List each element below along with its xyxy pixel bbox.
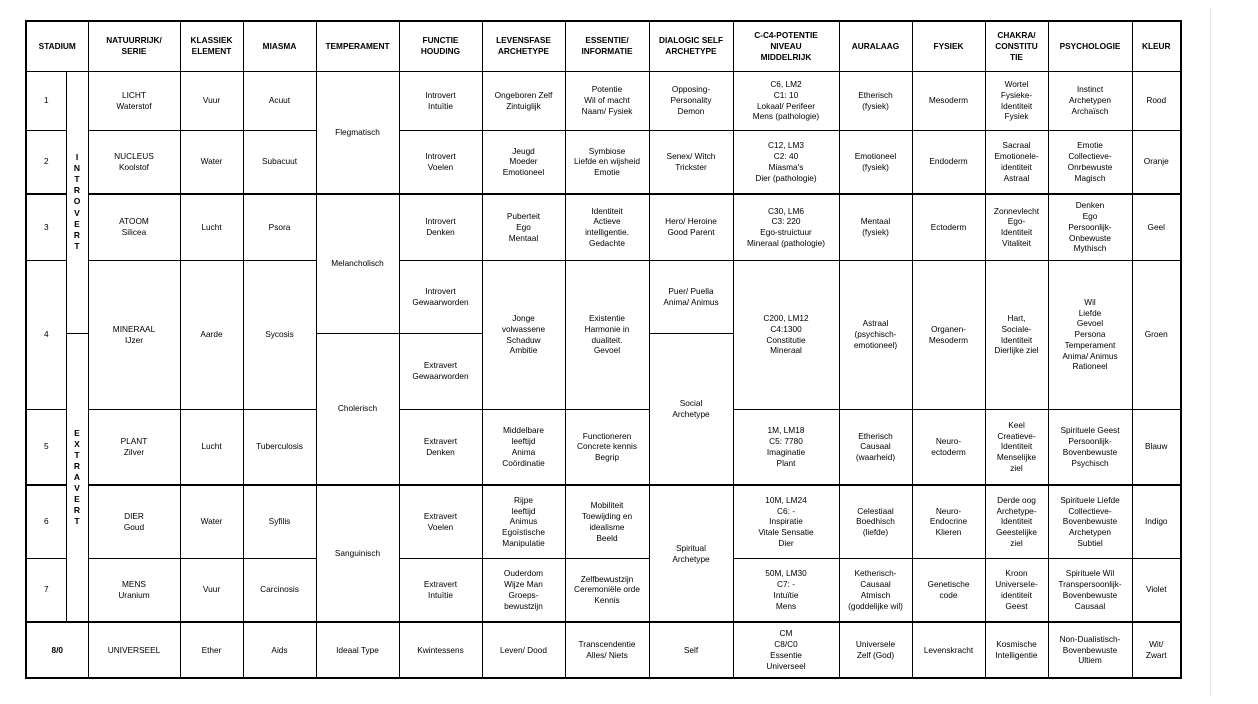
levensfase-cell: Ouderdom Wijze Man Groeps- bewustzijn — [482, 558, 565, 622]
natuurrijk-cell: ATOOM Silicea — [88, 194, 180, 260]
introvert-side-cell — [66, 71, 88, 333]
functie-cell: Extravert Gewaarworden — [399, 333, 482, 409]
extravert-label: E X T R A V E R T — [73, 427, 81, 526]
stadium-cell: 4 — [26, 260, 66, 409]
element-cell: Water — [180, 485, 243, 558]
table-row — [26, 558, 1181, 622]
header-potentie: C-C4-POTENTIE NIVEAU MIDDELRIJK — [733, 21, 839, 71]
header-miasma: MIASMA — [243, 21, 316, 71]
functie-cell: Introvert Intuïtie — [399, 71, 482, 130]
temperament-flegmatisch: Flegmatisch — [316, 71, 399, 194]
levensfase-cell: Rijpe leeftijd Animus Egoïstische Manipulatie — [482, 485, 565, 558]
dialogic-cell: Self — [649, 622, 733, 678]
auralaag-cell: Universele Zelf (God) — [839, 622, 912, 678]
miasma-cell: Syfilis — [243, 485, 316, 558]
natuurrijk-cell: DIER Goud — [88, 485, 180, 558]
natuurrijk-cell: MENS Uranium — [88, 558, 180, 622]
essentie-cell: Potentie Wil of macht Naam/ Fysiek — [565, 71, 649, 130]
essentie-cell: Symbiose Liefde en wijsheid Emotie — [565, 130, 649, 194]
stadium-cell: 6 — [26, 485, 66, 558]
functie-cell: Introvert Voelen — [399, 130, 482, 194]
natuurrijk-cell: NUCLEUS Koolstof — [88, 130, 180, 194]
header-row — [26, 21, 1181, 71]
stadium-cell: 1 — [26, 71, 66, 130]
temperament-cholerisch: Cholerisch — [316, 333, 399, 485]
miasma-cell: Aids — [243, 622, 316, 678]
fysiek-cell: Mesoderm — [912, 71, 985, 130]
table-row — [26, 260, 1181, 333]
stadium-cell: 3 — [26, 194, 66, 260]
levensfase-cell: Puberteit Ego Mentaal — [482, 194, 565, 260]
dialogic-cell: Opposing- Personality Demon — [649, 71, 733, 130]
dialogic-spiritual: Spiritual Archetype — [649, 485, 733, 622]
potentie-cell: C30, LM6 C3: 220 Ego-struictuur Mineraal (pathologie) — [733, 194, 839, 260]
element-cell: Lucht — [180, 194, 243, 260]
miasma-cell: Acuut — [243, 71, 316, 130]
essentie-cell: Identiteit Actieve intelligentie. Gedachte — [565, 194, 649, 260]
header-levensfase: LEVENSFASE ARCHETYPE — [482, 21, 565, 71]
temperament-melancholisch: Melancholisch — [316, 194, 399, 333]
table-row — [26, 409, 1181, 485]
fysiek-cell: Ectoderm — [912, 194, 985, 260]
header-chakra: CHAKRA/ CONSTITU TIE — [985, 21, 1048, 71]
right-margin-line — [1210, 8, 1211, 696]
chakra-cell: Wortel Fysieke- Identiteit Fysiek — [985, 71, 1048, 130]
kleur-cell: Indigo — [1132, 485, 1181, 558]
dialogic-social: Social Archetype — [649, 333, 733, 485]
psychologie-cell: Denken Ego Persoonlijk- Onbewuste Mythisch — [1048, 194, 1132, 260]
dialogic-cell: Puer/ Puella Anima/ Animus — [649, 260, 733, 333]
functie-cell: Extravert Denken — [399, 409, 482, 485]
essentie-cell: Transcendentie Alles/ Niets — [565, 622, 649, 678]
psychologie-cell: Non-Dualistisch- Bovenbewuste Ultiem — [1048, 622, 1132, 678]
potentie-cell: 50M, LM30 C7: - Intuïtie Mens — [733, 558, 839, 622]
fysiek-cell: Neuro- Endocrine Klieren — [912, 485, 985, 558]
levensfase-cell: Ongeboren Zelf Zintuiglijk — [482, 71, 565, 130]
table-row — [26, 485, 1181, 558]
chakra-cell: Keel Creatieve- Identiteit Menselijke ziel — [985, 409, 1048, 485]
natuurrijk-cell: UNIVERSEEL — [88, 622, 180, 678]
fysiek-cell: Endoderm — [912, 130, 985, 194]
essentie-cell: Mobiliteit Toewijding en idealisme Beeld — [565, 485, 649, 558]
auralaag-cell: Celestiaal Boedhisch (liefde) — [839, 485, 912, 558]
fysiek-cell: Genetische code — [912, 558, 985, 622]
potentie-cell: 1M, LM18 C5: 7780 Imaginatie Plant — [733, 409, 839, 485]
psychologie-cell: Spirituele Geest Persoonlijk- Bovenbewuste Psychisch — [1048, 409, 1132, 485]
chakra-cell: Sacraal Emotionele- identiteit Astraal — [985, 130, 1048, 194]
element-cell: Vuur — [180, 71, 243, 130]
header-essentie: ESSENTIE/ INFORMATIE — [565, 21, 649, 71]
header-functie: FUNCTIE HOUDING — [399, 21, 482, 71]
miasma-cell: Carcinosis — [243, 558, 316, 622]
kleur-cell: Rood — [1132, 71, 1181, 130]
levensfase-cell: Jeugd Moeder Emotioneel — [482, 130, 565, 194]
essentie-cell: Existentie Harmonie in dualiteit. Gevoel — [565, 260, 649, 409]
header-psychologie: PSYCHOLOGIE — [1048, 21, 1132, 71]
table-row — [26, 71, 1181, 130]
header-fysiek: FYSIEK — [912, 21, 985, 71]
potentie-cell: C6, LM2 C1: 10 Lokaal/ Perifeer Mens (pathologie) — [733, 71, 839, 130]
element-cell: Ether — [180, 622, 243, 678]
fysiek-cell: Organen- Mesoderm — [912, 260, 985, 409]
kleur-cell: Groen — [1132, 260, 1181, 409]
header-auralaag: AURALAAG — [839, 21, 912, 71]
header-element: KLASSIEK ELEMENT — [180, 21, 243, 71]
potentie-cell: CM C8/C0 Essentie Universeel — [733, 622, 839, 678]
temperament-sanguinisch: Sanguinisch — [316, 485, 399, 622]
potentie-cell: C200, LM12 C4:1300 Constitutie Mineraal — [733, 260, 839, 409]
header-natuurrijk: NATUURRIJK/ SERIE — [88, 21, 180, 71]
natuurrijk-cell: PLANT Zilver — [88, 409, 180, 485]
chakra-cell: Kroon UniverseIe- identiteit Geest — [985, 558, 1048, 622]
stadium-cell: 2 — [26, 130, 66, 194]
essentie-cell: Functioneren Concrete kennis Begrip — [565, 409, 649, 485]
miasma-cell: Sycosis — [243, 260, 316, 409]
kleur-cell: Blauw — [1132, 409, 1181, 485]
chakra-cell: Kosmische Intelligentie — [985, 622, 1048, 678]
extravert-side-cell — [66, 333, 88, 622]
functie-cell: Extravert Intuïtie — [399, 558, 482, 622]
kleur-cell: Wit/ Zwart — [1132, 622, 1181, 678]
psychologie-cell: Spirituele Wil Transpersoonlijk- Bovenbewuste Causaal — [1048, 558, 1132, 622]
levensfase-cell: Middelbare leeftijd Anima Coördinatie — [482, 409, 565, 485]
element-cell: Water — [180, 130, 243, 194]
header-stadium: STADIUM — [26, 21, 88, 71]
table-row — [26, 622, 1181, 678]
chakra-cell: Derde oog Archetype- Identiteit Geestelijke ziel — [985, 485, 1048, 558]
functie-cell: Introvert Gewaarworden — [399, 260, 482, 333]
table-row — [26, 130, 1181, 194]
stadium-cell: 5 — [26, 409, 66, 485]
levensfase-cell: Jonge volwassene Schaduw Ambitie — [482, 260, 565, 409]
auralaag-cell: Etherisch (fysiek) — [839, 71, 912, 130]
natuurrijk-cell: LICHT Waterstof — [88, 71, 180, 130]
psychologie-cell: Spirituele Liefde Collectieve- Bovenbewuste Archetypen Subtiel — [1048, 485, 1132, 558]
functie-cell: Extravert Voelen — [399, 485, 482, 558]
psychologie-cell: Wil Liefde Gevoel Persona Temperament Anima/ Animus Rationeel — [1048, 260, 1132, 409]
psychologie-cell: Emotie Collectieve- Onrbewuste Magisch — [1048, 130, 1132, 194]
auralaag-cell: Astraal (psychisch- emotioneel) — [839, 260, 912, 409]
kleur-cell: Violet — [1132, 558, 1181, 622]
stadium-cell: 8/0 — [26, 622, 88, 678]
header-dialogic: DIALOGIC SELF ARCHETYPE — [649, 21, 733, 71]
kleur-cell: Geel — [1132, 194, 1181, 260]
auralaag-cell: Mentaal (fysiek) — [839, 194, 912, 260]
table-row — [26, 194, 1181, 260]
miasma-cell: Tuberculosis — [243, 409, 316, 485]
natuurrijk-cell: MINERAAL IJzer — [88, 260, 180, 409]
essentie-cell: Zelfbewustzijn Ceremoniële orde Kennis — [565, 558, 649, 622]
psychologie-cell: Instinct Archetypen Archaïsch — [1048, 71, 1132, 130]
levensfase-cell: Leven/ Dood — [482, 622, 565, 678]
introvert-label: I N T R O V E R T — [73, 152, 81, 251]
miasma-cell: Subacuut — [243, 130, 316, 194]
kleur-cell: Oranje — [1132, 130, 1181, 194]
auralaag-cell: Emotioneel (fysiek) — [839, 130, 912, 194]
stadia-table — [25, 20, 1182, 679]
potentie-cell: C12, LM3 C2: 40 Miasma's Dier (pathologie) — [733, 130, 839, 194]
temperament-cell: Ideaal Type — [316, 622, 399, 678]
potentie-cell: 10M, LM24 C6: - Inspiratie Vitale Sensatie Dier — [733, 485, 839, 558]
element-cell: Lucht — [180, 409, 243, 485]
fysiek-cell: Levenskracht — [912, 622, 985, 678]
chakra-cell: Hart, Sociale- Identiteit Dierlijke ziel — [985, 260, 1048, 409]
functie-cell: Kwintessens — [399, 622, 482, 678]
stadium-cell: 7 — [26, 558, 66, 622]
fysiek-cell: Neuro- ectoderm — [912, 409, 985, 485]
dialogic-cell: Hero/ Heroine Good Parent — [649, 194, 733, 260]
miasma-cell: Psora — [243, 194, 316, 260]
auralaag-cell: Etherisch Causaal (waarheid) — [839, 409, 912, 485]
functie-cell: Introvert Denken — [399, 194, 482, 260]
auralaag-cell: Ketherisch- Causaal Atmisch (goddelijke wil) — [839, 558, 912, 622]
dialogic-cell: Senex/ Witch Trickster — [649, 130, 733, 194]
element-cell: Aarde — [180, 260, 243, 409]
chakra-cell: Zonnevlecht Ego- Identiteit Vitaliteit — [985, 194, 1048, 260]
element-cell: Vuur — [180, 558, 243, 622]
header-temperament: TEMPERAMENT — [316, 21, 399, 71]
header-kleur: KLEUR — [1132, 21, 1181, 71]
